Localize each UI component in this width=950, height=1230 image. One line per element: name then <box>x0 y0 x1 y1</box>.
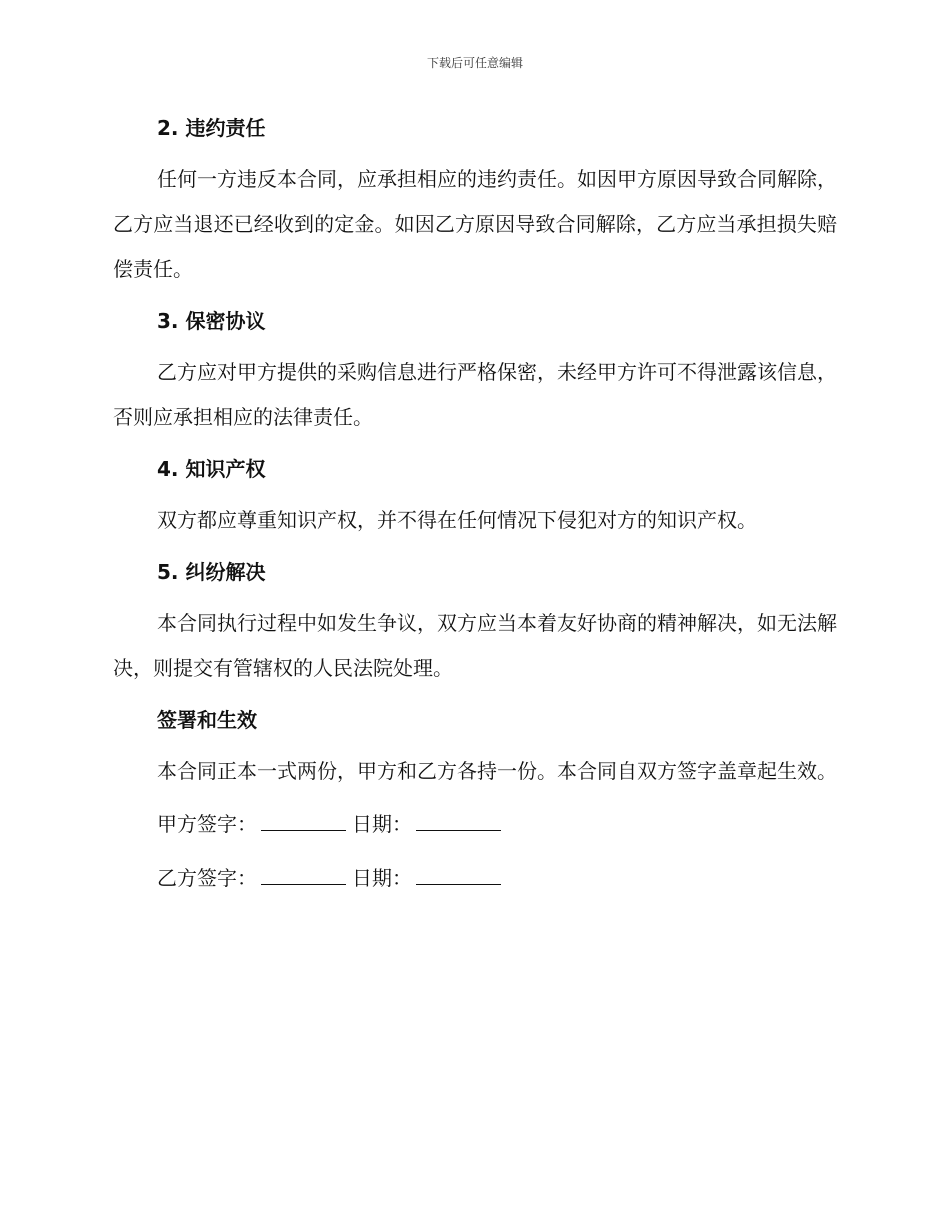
section-heading-dispute: 5. 纠纷解决 <box>157 560 266 584</box>
party-a-date-blank <box>416 808 501 831</box>
section-body-dispute: 本合同执行过程中如发生争议，双方应当本着友好协商的精神解决，如无法解决，则提交有管辖权的人民法院处理。 <box>113 611 837 680</box>
party-b-date-label: 日期： <box>352 866 412 890</box>
signature-line-party-a <box>113 808 837 839</box>
section-body-breach: 任何一方违反本合同，应承担相应的违约责任。如因甲方原因导致合同解除，乙方应当退还已经收到的定金。如因乙方原因导致合同解除，乙方应当承担损失赔偿责任。 <box>113 167 837 281</box>
section-heading-signing: 签署和生效 <box>157 708 257 732</box>
signature-line-party-b <box>113 862 837 893</box>
party-a-date-label: 日期： <box>352 812 412 836</box>
party-b-date-blank <box>416 862 501 885</box>
section-heading-confidentiality: 3. 保密协议 <box>157 309 266 333</box>
party-a-signature-blank <box>261 808 346 831</box>
section-body-confidentiality: 乙方应对甲方提供的采购信息进行严格保密，未经甲方许可不得泄露该信息，否则应承担相应的法律责任。 <box>113 360 837 429</box>
section-body-ip: 双方都应尊重知识产权，并不得在任何情况下侵犯对方的知识产权。 <box>157 508 757 532</box>
party-a-signature-label: 甲方签字： <box>157 812 257 836</box>
section-heading-breach: 2. 违约责任 <box>157 116 266 140</box>
section-heading-ip: 4. 知识产权 <box>157 457 266 481</box>
section-body-signing: 本合同正本一式两份，甲方和乙方各持一份。本合同自双方签字盖章起生效。 <box>157 759 837 783</box>
party-b-signature-label: 乙方签字： <box>157 866 257 890</box>
party-b-signature-blank <box>261 862 346 885</box>
document-body <box>113 113 837 916</box>
page-header: 下载后可任意编辑 <box>426 56 523 70</box>
